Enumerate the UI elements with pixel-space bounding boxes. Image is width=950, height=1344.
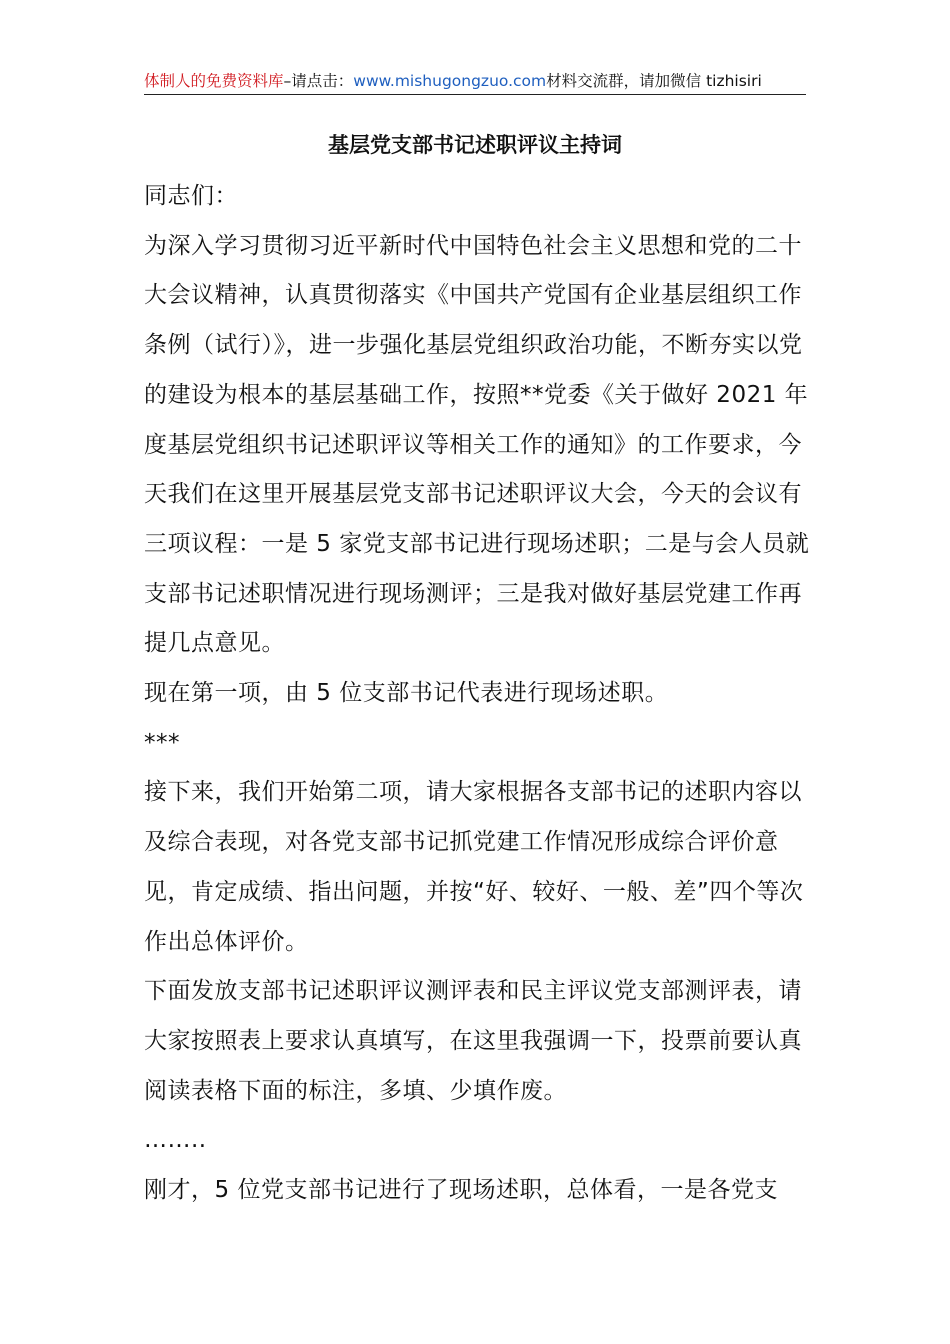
body-paragraph: 下面发放支部书记述职评议测评表和民主评议党支部测评表，请大家按照表上要求认真填写，在这里我强调一下，投票前要认真阅读表格下面的标注，多填、少填作废。 — [144, 978, 802, 1104]
document-title: 基层党支部书记述职评议主持词 — [328, 133, 622, 157]
header-note: 材料交流群，请加微信 tizhisiri — [546, 72, 762, 90]
header-url-link[interactable]: www.mishugongzuo.com — [353, 72, 547, 90]
header-brand-link[interactable]: 体制人的免费资料库 — [144, 72, 284, 90]
body-paragraph: 现在第一项，由 5 位支部书记代表进行现场述职。 — [144, 680, 669, 707]
header-prompt: –请点击： — [283, 72, 354, 90]
document-body — [144, 172, 822, 1216]
separator-paragraph: …….. — [144, 1127, 207, 1154]
body-paragraph: 接下来，我们开始第二项，请大家根据各支部书记的述职内容以及综合表现，对各党支部书记抓党建工作情况形成综合评价意见，肯定成绩、指出问题，并按“好、较好、一般、差”四个等次作出总体评价。 — [144, 779, 804, 955]
page-header — [144, 70, 806, 95]
body-paragraph: 为深入学习贯彻习近平新时代中国特色社会主义思想和党的二十大会议精神，认真贯彻落实《中国共产党国有企业基层组织工作条例（试行）》，进一步强化基层党组织政治功能，不断夯实以党的建设为根本的基层基础工作，按照**党委《关于做好 2021 年度基层党组织书记述职评议等相关工作的通知》的工作要求，今天我们在这里开展基层党支部书记述职评议大会，今天的会议有三项议程：一是 5 家党支部书记进行现场述职；二是与会人员就支部书记述职情况进行现场测评；三是我对做好基层党建工作再提几点意见。 — [144, 232, 810, 657]
body-paragraph: 刚才，5 位党支部书记进行了现场述职，总体看，一是各党支 — [144, 1177, 778, 1204]
separator-paragraph: *** — [144, 729, 180, 756]
greeting-paragraph: 同志们： — [144, 183, 238, 209]
